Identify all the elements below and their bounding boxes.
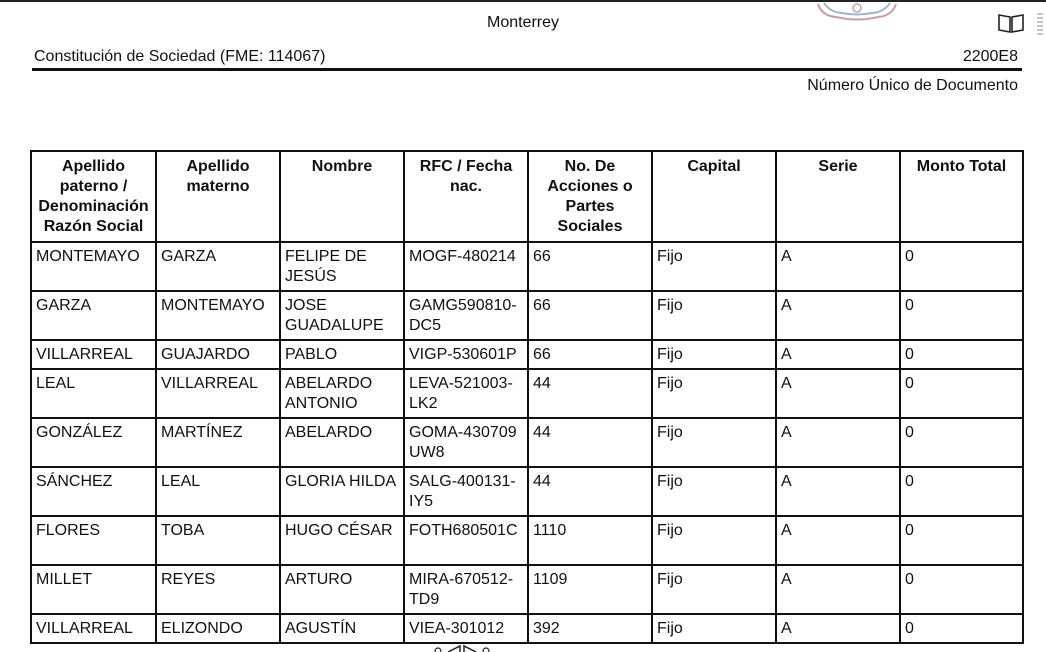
table-cell: JOSE GUADALUPE [280, 291, 404, 340]
table-cell: VIEA-301012 [404, 614, 528, 643]
header-divider [32, 68, 1022, 71]
table-row [31, 242, 1023, 291]
table-cell: Fijo [652, 369, 776, 418]
column-header: No. De Acciones o Partes Sociales [528, 151, 652, 242]
table-cell: LEAL [156, 467, 280, 516]
table-cell: 0 [900, 418, 1023, 467]
table-cell: Fijo [652, 291, 776, 340]
table-cell: A [776, 369, 900, 418]
city-heading: Monterrey [486, 14, 560, 31]
table-cell: 44 [528, 418, 652, 467]
table-cell: 0 [900, 614, 1023, 643]
column-header: RFC / Fecha nac. [404, 151, 528, 242]
table-row [31, 291, 1023, 340]
page-scroll-handle-icon[interactable] [1036, 12, 1044, 38]
table-row [31, 467, 1023, 516]
column-header: Monto Total [900, 151, 1023, 242]
table-cell: LEAL [31, 369, 156, 418]
table-cell: FLORES [31, 516, 156, 565]
table-cell: Fijo [652, 418, 776, 467]
table-row [31, 340, 1023, 369]
table-cell: MARTÍNEZ [156, 418, 280, 467]
table-cell: 66 [528, 242, 652, 291]
table-cell: PABLO [280, 340, 404, 369]
table-row [31, 565, 1023, 614]
table-cell: MONTEMAYO [156, 291, 280, 340]
table-row [31, 369, 1023, 418]
table-cell: GONZÁLEZ [31, 418, 156, 467]
table-header-row [31, 151, 1023, 242]
table-cell: 392 [528, 614, 652, 643]
table-cell: GUAJARDO [156, 340, 280, 369]
table-cell: A [776, 614, 900, 643]
table-cell: 1110 [528, 516, 652, 565]
table-row [31, 516, 1023, 565]
table-cell: 44 [528, 369, 652, 418]
table-cell: 0 [900, 291, 1023, 340]
book-open-icon[interactable] [997, 12, 1025, 34]
table-cell: A [776, 516, 900, 565]
document-code-label: Número Único de Documento [807, 77, 1018, 94]
table-cell: Fijo [652, 614, 776, 643]
table-cell: 0 [900, 369, 1023, 418]
table-cell: SALG-400131-IY5 [404, 467, 528, 516]
table-cell: ABELARDO [280, 418, 404, 467]
table-cell: 0 [900, 242, 1023, 291]
table-cell: REYES [156, 565, 280, 614]
table-cell: ELIZONDO [156, 614, 280, 643]
table-row [31, 418, 1023, 467]
table-cell: 0 [900, 340, 1023, 369]
table-cell: VILLARREAL [156, 369, 280, 418]
table-cell: A [776, 340, 900, 369]
table-cell: Fijo [652, 565, 776, 614]
table-cell: GARZA [156, 242, 280, 291]
table-cell: MONTEMAYO [31, 242, 156, 291]
table-row [31, 614, 1023, 643]
table-cell: 44 [528, 467, 652, 516]
table-cell: 0 [900, 516, 1023, 565]
table-cell: TOBA [156, 516, 280, 565]
table-cell: GAMG590810-DC5 [404, 291, 528, 340]
table-cell: Fijo [652, 340, 776, 369]
table-cell: ABELARDO ANTONIO [280, 369, 404, 418]
table-cell: AGUSTÍN [280, 614, 404, 643]
table-cell: 1109 [528, 565, 652, 614]
table-cell: Fijo [652, 516, 776, 565]
partners-table [30, 150, 1024, 644]
table-cell: A [776, 291, 900, 340]
table-cell: MOGF-480214 [404, 242, 528, 291]
table-cell: VIGP-530601P [404, 340, 528, 369]
column-header: Serie [776, 151, 900, 242]
column-header: Capital [652, 151, 776, 242]
table-cell: LEVA-521003-LK2 [404, 369, 528, 418]
table-cell: HUGO CÉSAR [280, 516, 404, 565]
table-cell: VILLARREAL [31, 614, 156, 643]
table-cell: GOMA-430709 UW8 [404, 418, 528, 467]
document-code: 2200E8 [962, 48, 1018, 65]
table-cell: MILLET [31, 565, 156, 614]
table-cell: GARZA [31, 291, 156, 340]
table-cell: 66 [528, 291, 652, 340]
table-cell: VILLARREAL [31, 340, 156, 369]
table-cell: A [776, 242, 900, 291]
table-cell: A [776, 418, 900, 467]
table-cell: FOTH680501C [404, 516, 528, 565]
table-cell: 0 [900, 565, 1023, 614]
table-cell: 0 [900, 467, 1023, 516]
table-cell: ARTURO [280, 565, 404, 614]
column-header: Apellido materno [156, 151, 280, 242]
table-cell: Fijo [652, 242, 776, 291]
table-cell: FELIPE DE JESÚS [280, 242, 404, 291]
book-open-icon[interactable] [432, 644, 492, 652]
table-cell: GLORIA HILDA [280, 467, 404, 516]
table-cell: SÁNCHEZ [31, 467, 156, 516]
table-cell: 66 [528, 340, 652, 369]
table-cell: A [776, 565, 900, 614]
table-cell: A [776, 467, 900, 516]
column-header: Nombre [280, 151, 404, 242]
column-header: Apellido paterno / Denominación Razón Social [31, 151, 156, 242]
document-type: Constitución de Sociedad (FME: 114067) [34, 48, 326, 65]
table-cell: Fijo [652, 467, 776, 516]
table-cell: MIRA-670512-TD9 [404, 565, 528, 614]
